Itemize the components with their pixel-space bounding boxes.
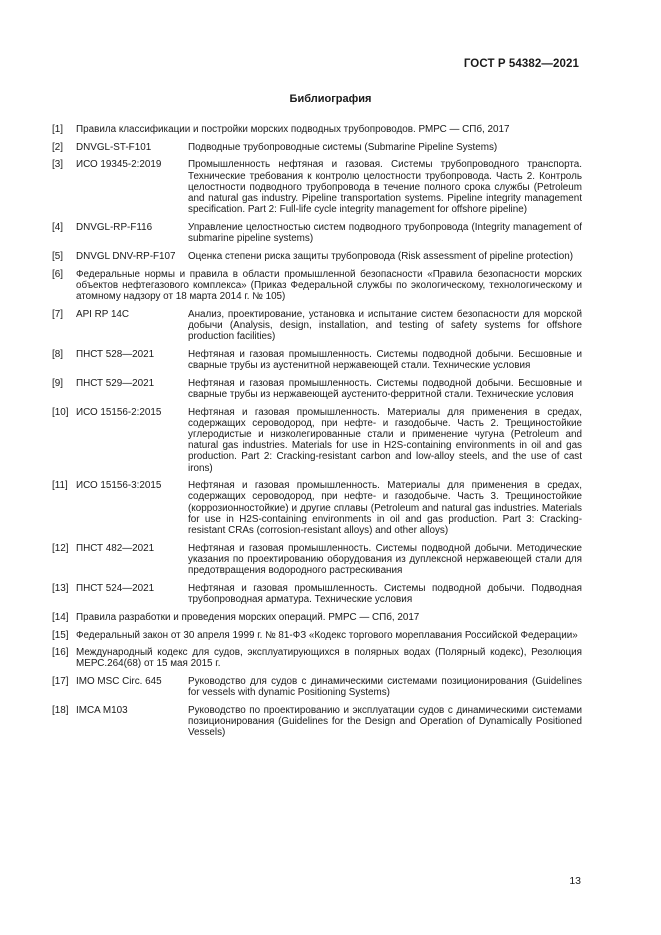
reference-text: Федеральный закон от 30 апреля 1999 г. № 81-ФЗ «Кодекс торгового мореплавания Российской Федерации» (76, 629, 578, 641)
reference-item (52, 676, 582, 698)
reference-code: ПНСТ 482—2021 (76, 542, 155, 554)
reference-item (52, 269, 582, 303)
reference-item (52, 407, 582, 474)
reference-text: Оценка степени риска защиты трубопровода (Risk assessment of pipeline protection) (188, 250, 574, 262)
reference-text: Нефтяная и газовая промышленность. Системы подводной добычи. Подводная трубопроводная арматура. Технические условия (188, 582, 582, 606)
reference-text: Подводные трубопроводные системы (Submarine Pipeline Systems) (188, 141, 498, 153)
reference-code: DNVGL-ST-F101 (76, 141, 152, 153)
reference-text: Управление целостностью систем подводного трубопровода (Integrity management of submarine pipeline systems) (188, 221, 582, 245)
reference-text: Международный кодекс для судов, эксплуатирующихся в полярных водах (Полярный кодекс), Резолюция МЕРС.264(68) от 15 мая 2015 г. (76, 647, 582, 670)
reference-number: [16] (52, 647, 69, 659)
reference-code: API RP 14C (76, 308, 130, 320)
reference-item (52, 543, 582, 577)
reference-text: Промышленность нефтяная и газовая. Системы трубопроводного транспорта. Технические требования к контролю целостности трубопровода. Часть 2. Контроль целостности подводного трубопровода в течение полного срока службы (Petroleum and natural gas industry. Pipeline transportation systems. Pipeline integrity management specification. Part 2: Full-life cycle integrity management for offshore pipeline) (188, 159, 582, 216)
page-number: 13 (569, 875, 581, 887)
reference-code: ПНСТ 529—2021 (76, 377, 155, 389)
reference-number: [9] (52, 377, 63, 389)
reference-text: Нефтяная и газовая промышленность. Системы подводной добычи. Методические указания по проектированию оборудования из дуплексной нержавеющей стали для предотвращения водородного растрескивания (188, 542, 582, 577)
reference-item (52, 349, 582, 371)
reference-code: ПНСТ 524—2021 (76, 582, 155, 594)
reference-code: ИСО 15156-2:2015 (76, 406, 162, 418)
reference-number: [4] (52, 221, 63, 233)
reference-item (52, 612, 582, 623)
reference-number: [2] (52, 141, 63, 153)
reference-text: Правила разработки и проведения морских операций. РМРС — СПб, 2017 (76, 611, 420, 623)
reference-item (52, 124, 582, 135)
reference-number: [3] (52, 159, 63, 171)
reference-number: [5] (52, 250, 63, 262)
reference-number: [13] (52, 582, 69, 594)
reference-text: Нефтяная и газовая промышленность. Материалы для применения в средах, содержащих сероводород, при нефте- и газодобыче. Часть 2. Трещиностойкие углеродистые и низколегированные стали и применение чугуна (Petroleum and natural gas industries. Materials for use in H2S-containing environments in oil and gas production. Part 2: Cracking-resistant carbon and low-alloy steels, and the use of cast irons) (188, 406, 582, 474)
reference-item (52, 222, 582, 244)
reference-code: IMCA M103 (76, 705, 128, 717)
reference-text: Нефтяная и газовая промышленность. Материалы для применения в средах, содержащих сероводород, при нефте- и газодобыче. Часть 3. Трещиностойкие (коррозионностойкие) и другие сплавы (Petroleum and natural gas industries. Materials for use in H2S-containing environments in oil and gas production. Part 3: Cracking-resistant CRAs (corrosion-resistant alloys) and other alloys) (188, 480, 582, 537)
reference-code: DNVGL DNV-RP-F107 (76, 250, 176, 262)
reference-text: Федеральные нормы и правила в области промышленной безопасности «Правила безопасности морских объектов нефтегазового комплекса» (Приказ Федеральной службы по экологическому, технологическому и атомному надзору от 18 марта 2014 г. № 105) (76, 268, 582, 302)
reference-item (52, 630, 582, 641)
reference-number: [18] (52, 705, 69, 717)
reference-text: Анализ, проектирование, установка и испытание систем безопасности для морской добычи (Analysis, design, installation, and testing of safety systems for offshore production facilities) (188, 308, 582, 343)
reference-item (52, 251, 582, 262)
bibliography-list (52, 124, 582, 745)
reference-number: [8] (52, 348, 63, 360)
reference-number: [14] (52, 611, 69, 623)
reference-item (52, 378, 582, 400)
reference-text: Нефтяная и газовая промышленность. Системы подводной добычи. Бесшовные и сварные трубы из аустенитной нержавеющей стали. Технические условия (188, 348, 582, 371)
standard-designation: ГОСТ Р 54382—2021 (463, 58, 579, 70)
reference-code: ИСО 15156-3:2015 (76, 480, 162, 492)
reference-number: [1] (52, 124, 63, 135)
page-title: Библиография (289, 93, 372, 105)
reference-text: Правила классификации и постройки морских подводных трубопроводов. РМРС — СПб, 2017 (76, 124, 510, 135)
reference-item (52, 647, 582, 669)
reference-text: Руководство для судов с динамическими системами позиционирования (Guidelines for vessels with dynamic Positioning Systems) (188, 676, 582, 699)
reference-number: [15] (52, 629, 69, 641)
reference-code: IMO MSC Circ. 645 (76, 676, 162, 688)
reference-item (52, 583, 582, 605)
reference-text: Руководство по проектированию и эксплуатации судов с динамическими системами позиционирования (Guidelines for the Design and Operation of Dynamically Positioned Vessels) (188, 705, 582, 739)
reference-text: Нефтяная и газовая промышленность. Системы подводной добычи. Бесшовные и сварные трубы из нержавеющей аустенито-ферритной стали. Технические условия (188, 377, 582, 400)
reference-number: [17] (52, 676, 69, 688)
reference-number: [12] (52, 542, 69, 554)
reference-code: ПНСТ 528—2021 (76, 348, 155, 360)
reference-code: DNVGL-RP-F116 (76, 221, 153, 233)
reference-item (52, 159, 582, 215)
reference-code: ИСО 19345-2:2019 (76, 159, 162, 171)
reference-number: [7] (52, 308, 63, 320)
reference-number: [10] (52, 406, 69, 418)
reference-number: [11] (52, 480, 68, 492)
reference-item (52, 480, 582, 536)
reference-item (52, 142, 582, 153)
reference-item (52, 705, 582, 739)
reference-number: [6] (52, 268, 63, 280)
reference-item (52, 309, 582, 343)
